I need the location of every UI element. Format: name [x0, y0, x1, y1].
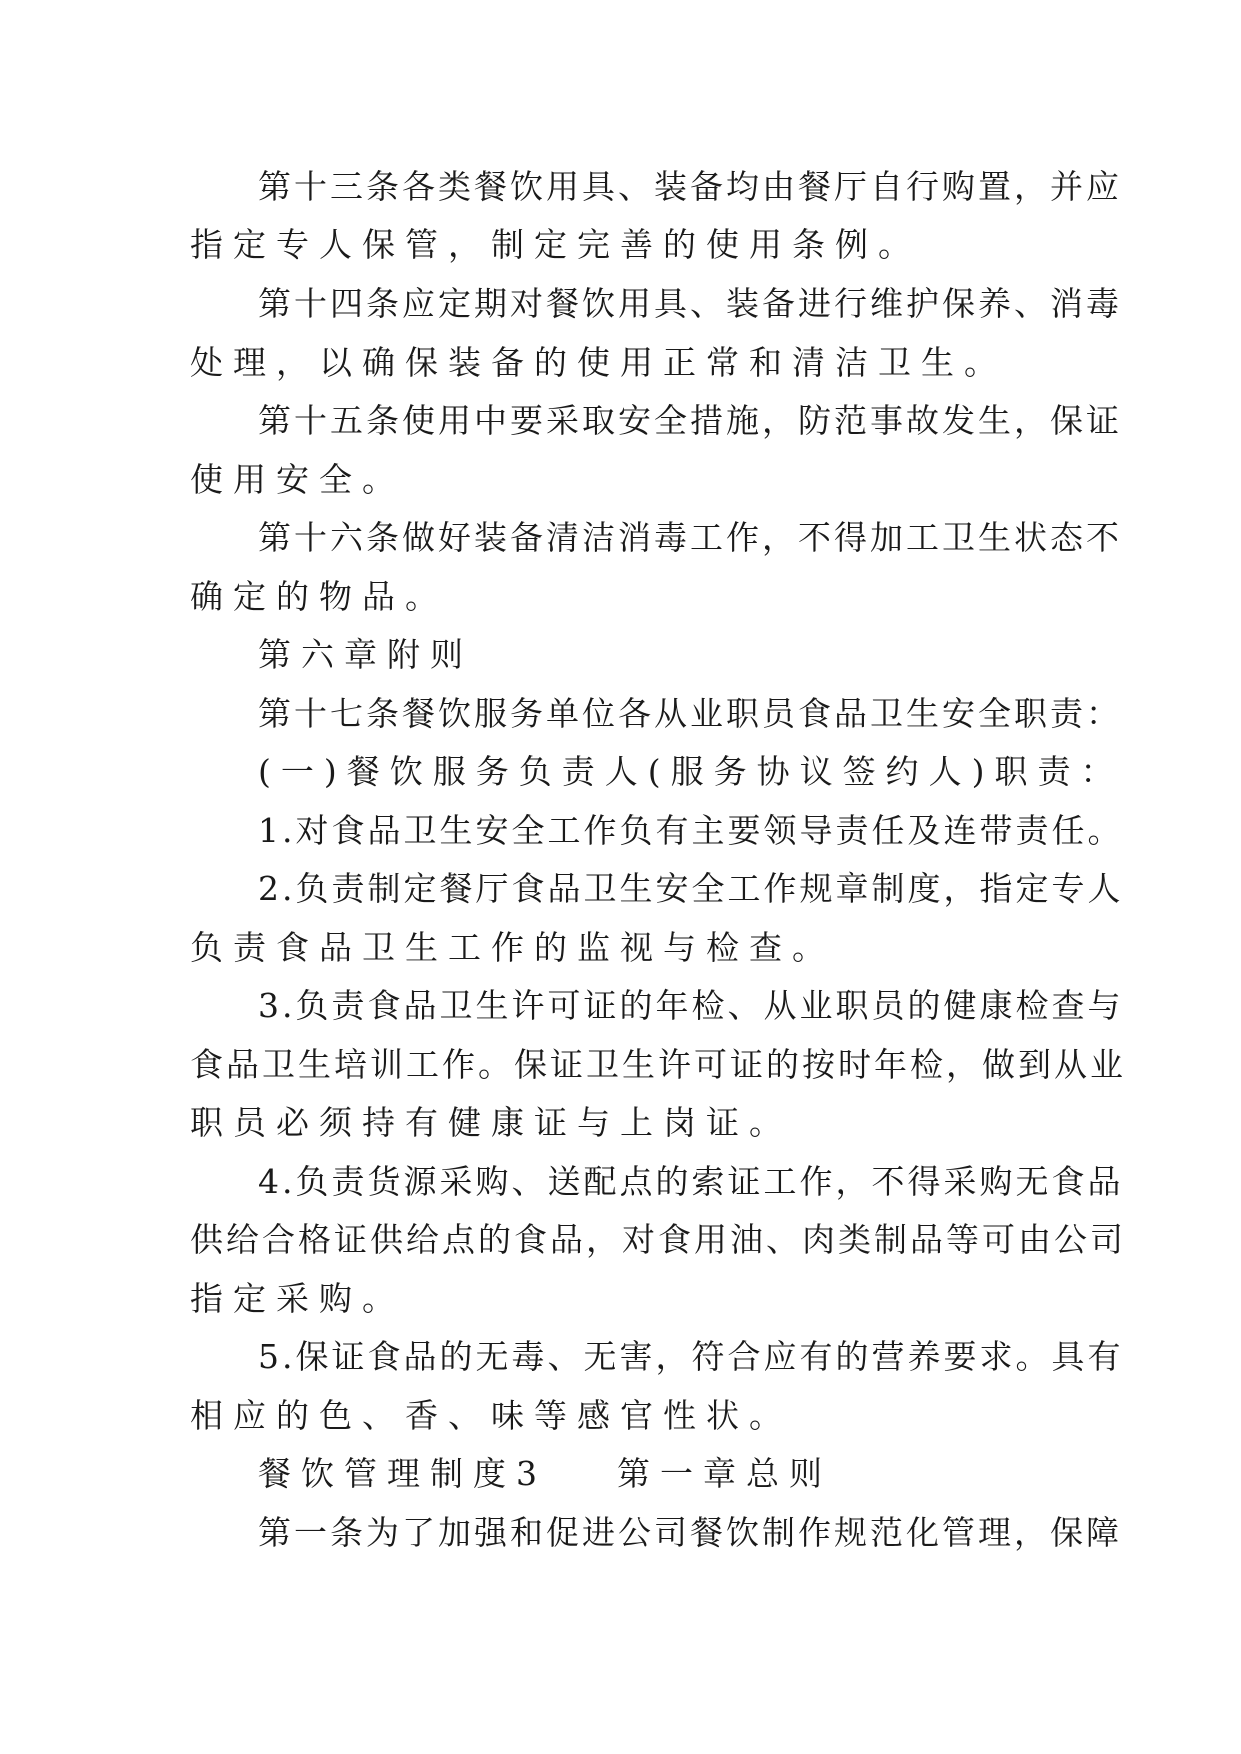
section-heading: 第六章附则	[258, 635, 473, 674]
text-line: 1.对食品卫生安全工作负有主要领导责任及连带责任。	[258, 811, 1124, 850]
text-line: 确定的物品。	[190, 577, 448, 616]
text-line: 第十三条各类餐饮用具、装备均由餐厅自行购置，并应	[258, 167, 1122, 206]
text-line: 5.保证食品的无毒、无害，符合应有的营养要求。具有	[258, 1337, 1124, 1376]
text-line: 2.负责制定餐厅食品卫生安全工作规章制度，指定专人	[258, 869, 1124, 908]
text-line: 食品卫生培训工作。保证卫生许可证的按时年检，做到从业	[190, 1045, 1126, 1084]
text-line: 使用安全。	[190, 460, 405, 499]
text-line: 4.负责货源采购、送配点的索证工作，不得采购无食品	[258, 1162, 1124, 1201]
text-line: 处理，以确保装备的使用正常和清洁卫生。	[190, 343, 1007, 382]
text-line: 相应的色、香、味等感官性状。	[190, 1396, 792, 1435]
document-title: 餐饮管理制度3	[258, 1454, 547, 1493]
text-line: 供给合格证供给点的食品，对食用油、肉类制品等可由公司	[190, 1220, 1126, 1259]
chapter-heading: 第一章总则	[617, 1454, 832, 1493]
text-line: 3.负责食品卫生许可证的年检、从业职员的健康检查与	[258, 986, 1124, 1025]
text-line: 第十五条使用中要采取安全措施，防范事故发生，保证	[258, 401, 1122, 440]
text-line: 指定专人保管，制定完善的使用条例。	[190, 225, 921, 264]
text-line: 第一条为了加强和促进公司餐饮制作规范化管理，保障	[258, 1513, 1122, 1552]
text-line: 第十四条应定期对餐饮用具、装备进行维护保养、消毒	[258, 284, 1122, 323]
text-line: 第十六条做好装备清洁消毒工作，不得加工卫生状态不	[258, 518, 1122, 557]
text-line: 负责食品卫生工作的监视与检查。	[190, 928, 835, 967]
text-line: (一)餐饮服务负责人(服务协议签约人)职责：	[258, 752, 1124, 791]
section-heading-line	[258, 1454, 832, 1493]
text-line: 第十七条餐饮服务单位各从业职员食品卫生安全职责：	[258, 694, 1122, 733]
text-line: 指定采购。	[190, 1279, 405, 1318]
text-line: 职员必须持有健康证与上岗证。	[190, 1103, 792, 1142]
